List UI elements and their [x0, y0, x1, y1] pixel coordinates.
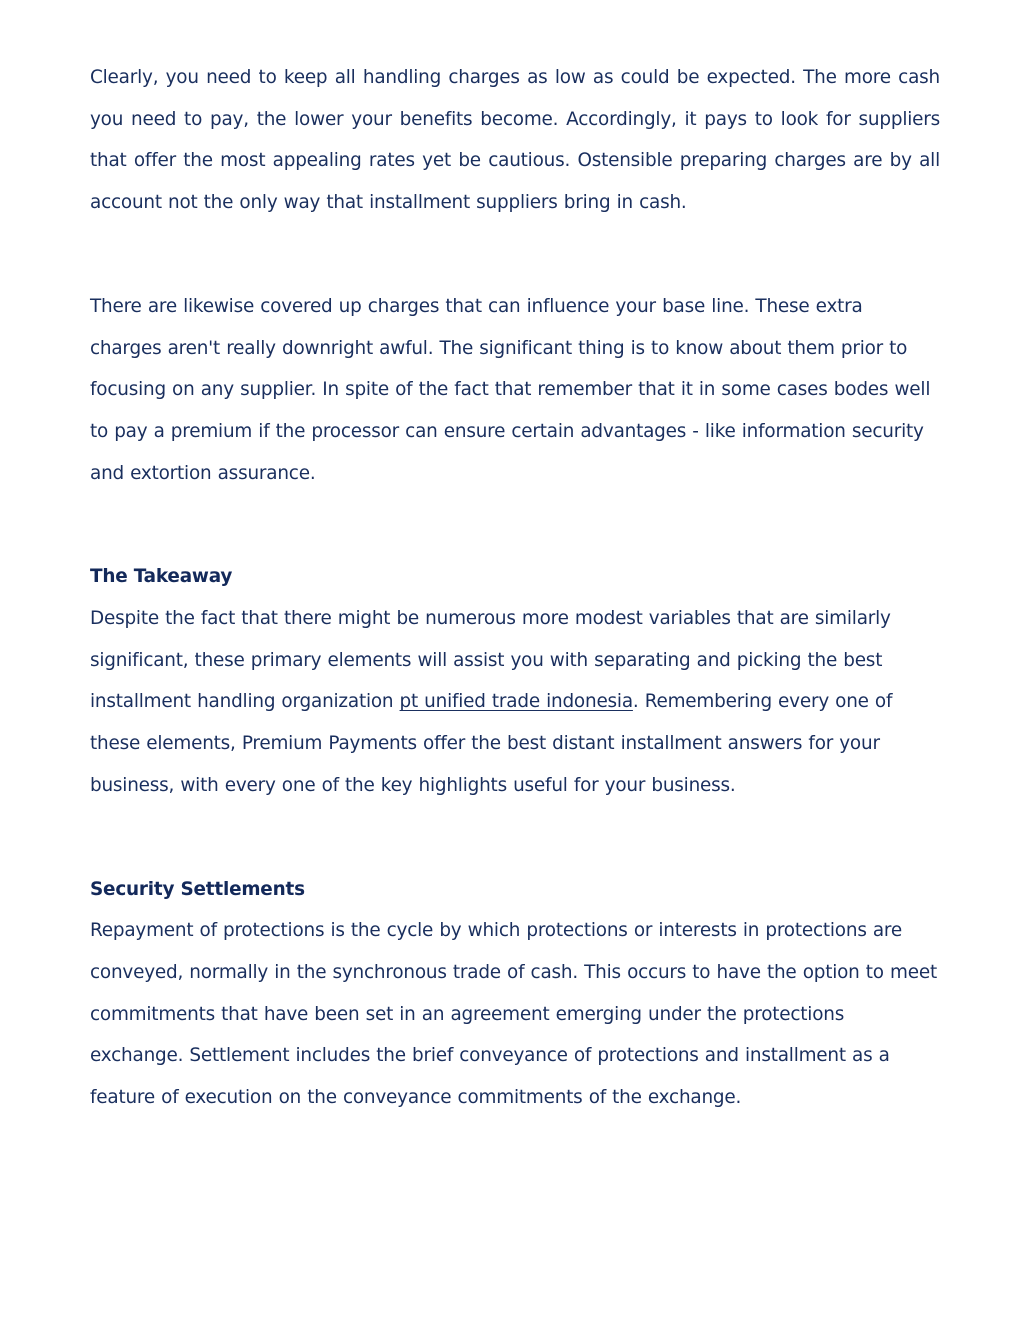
paragraph-security-settlements: Repayment of protections is the cycle by which protections or interests in protections are conveyed, normally in the synchronous trade of cash. This occurs to have the option to meet commitments that have been set in an agreement emerging under the protections exchange. Settlement includes the brief conveyance of protections and installment as a feature of execution on the conveyance commitments of the exchange. [90, 920, 937, 1109]
paragraph-handling-charges: Clearly, you need to keep all handling charges as low as could be expected. The more cash you need to pay, the lower your benefits become. Accordingly, it pays to look for suppliers that offer the most appealing rates yet be cautious. Ostensible preparing charges are by all account not the only way that installment suppliers bring in cash. [90, 67, 940, 214]
document-body [90, 57, 940, 1119]
heading-the-takeaway: The Takeaway [90, 566, 233, 588]
paragraph-takeaway [90, 598, 940, 807]
paragraph-takeaway-text-end: . Remembering every one of these elements, Premium Payments offer the best distant installment answers for your business, with every one of the key highlights useful for your business. [90, 691, 893, 796]
paragraph-hidden-charges: There are likewise covered up charges that can influence your base line. These extra charges aren't really downright awful. The significant thing is to know about them prior to focusing on any supplier. In spite of the fact that remember that it in some cases bodes well to pay a premium if the processor can ensure certain advantages - like information security and extortion assurance. [90, 295, 931, 484]
heading-security-settlements: Security Settlements [90, 878, 305, 900]
pt-unified-trade-indonesia-link[interactable]: pt unified trade indonesia [399, 691, 633, 713]
paragraph-takeaway-text-start: Despite the fact that there might be numerous more modest variables that are similarly significant, these primary elements will assist you with separating and picking the best installment handling organization [90, 608, 891, 713]
